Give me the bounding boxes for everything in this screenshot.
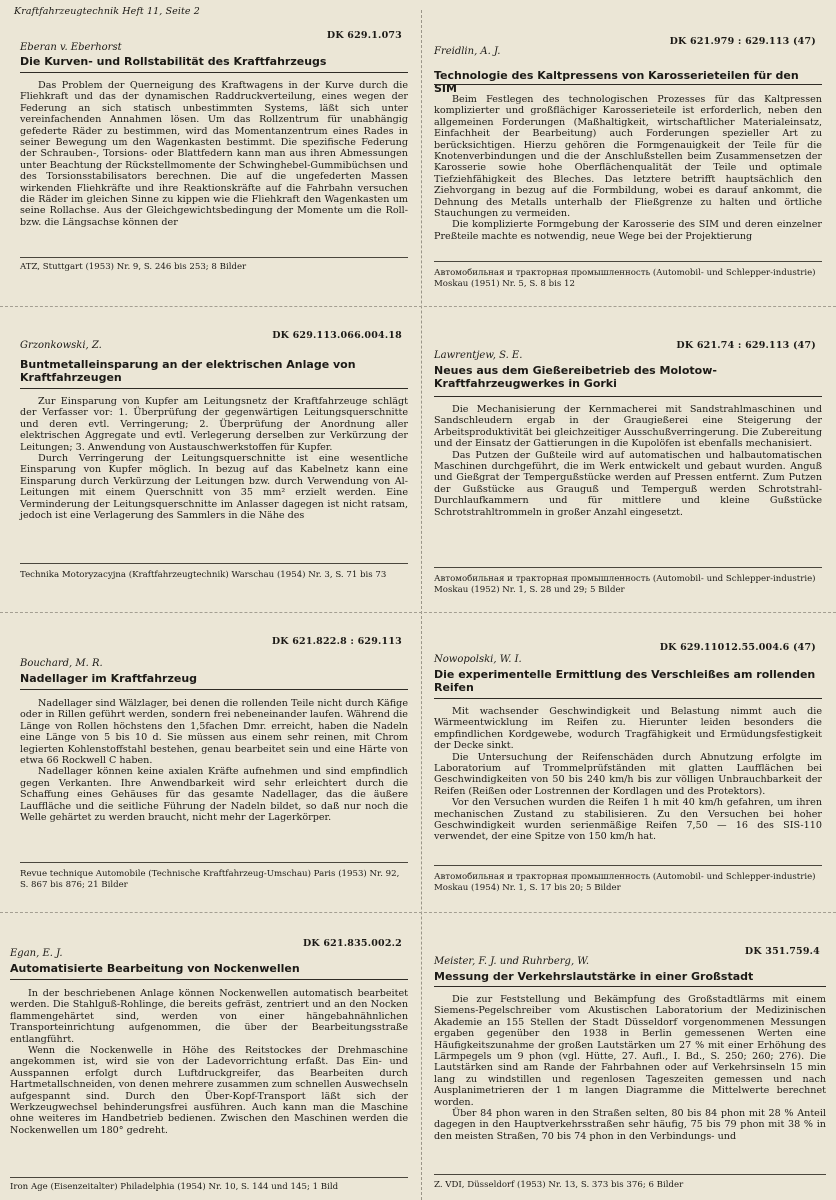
column-divider [421, 10, 423, 1200]
source-rule [434, 865, 822, 866]
row-divider [0, 306, 836, 307]
title-rule [434, 986, 826, 987]
abstract-body [20, 396, 408, 521]
dk-number: DK 351.759.4 [744, 946, 820, 957]
dk-number: DK 629.11012.55.004.6 (47) [659, 642, 816, 653]
source-citation: Z. VDI, Düsseldorf (1953) Nr. 13, S. 373 bis 376; 6 Bilder [434, 1180, 684, 1190]
page-header: Kraftfahrzeugtechnik Heft 11, Seite 2 [14, 6, 200, 17]
abstract-body [434, 706, 822, 843]
source-rule [20, 257, 408, 258]
author: Meister, F. J. und Ruhrberg, W. [434, 956, 590, 967]
paragraph: Vor den Versuchen wurden die Reifen 1 h mit 40 km/h gefahren, um ihren mechanischen Zustand zu stabilisieren. Zu den Versuchen bei hoher Geschwindigkeit wurden serienmäßige Reifen 7,50 — 16 des SIS-110 verwendet, der eine Spitze von 150 km/h hat. [434, 797, 822, 843]
article-title: Technologie des Kaltpressens von Karosserieteilen für den SIM [434, 69, 799, 95]
source-citation: Revue technique Automobile (Technische Kraftfahrzeug-Umschau) Paris (1953) Nr. 92, S. 867 bis 876; 21 Bilder [20, 869, 400, 890]
title-rule [434, 84, 822, 85]
abstract-body [434, 404, 822, 518]
dk-number: DK 621.835.002.2 [302, 938, 402, 949]
paragraph: In der beschriebenen Anlage können Nockenwellen automatisch bearbeitet werden. Die Stahlguß-Rohlinge, die bereits gefräst, zentriert und an den Nocken flammengehärtet sind, werden von einer hängebahnähnlichen Transporteinrichtung aufgenommen, die über der Bearbeitungsstraße entlangführt. [10, 988, 408, 1045]
author: Nowopolski, W. I. [434, 654, 522, 665]
author: Freidlin, A. J. [434, 46, 501, 57]
abstract-body [20, 698, 408, 823]
source-rule [434, 1174, 826, 1175]
title-rule [10, 979, 408, 980]
dk-number: DK 629.113.066.004.18 [272, 330, 402, 341]
title-rule [20, 388, 408, 389]
source-rule [10, 1177, 408, 1178]
source-rule [434, 261, 822, 262]
abstract-body [10, 988, 408, 1136]
source-citation: Автомобильная и тракторная промышленность (Automobil- und Schlepper-industrie) Moskau (1954) Nr. 1, S. 17 bis 20; 5 Bilder [434, 872, 816, 893]
author: Lawrentjew, S. E. [434, 350, 523, 361]
abstract-body [434, 94, 822, 242]
article-title: Automatisierte Bearbeitung von Nockenwellen [10, 962, 300, 975]
abstract-card [428, 946, 832, 1200]
dk-number: DK 629.1.073 [326, 30, 402, 41]
abstract-card [428, 340, 828, 610]
source-citation: Technika Motoryzacyjna (Kraftfahrzeugtechnik) Warschau (1954) Nr. 3, S. 71 bis 73 [20, 570, 387, 580]
paragraph: Wenn die Nockenwelle in Höhe des Reitstockes der Drehmaschine angekommen ist, wird sie von der Ladevorrichtung erfaßt. Das Ein- und Ausspannen erfolgt durch Luftdruckgreifer, das Bearbeiten durch Hartmetallschneiden, von denen mehrere zusammen zum schnellen Auswechseln aufgespannt sind. Durch den Über-Kopf-Transport läßt sich der Werkzeugwechsel behinderungsfrei ausführen. Auch kann man die Maschine ohne weiteres im Handbetrieb bedienen. Zwischen den Maschinen werden die Nockenwellen um 180° gedreht. [10, 1045, 408, 1136]
paragraph: Über 84 phon waren in den Straßen selten, 80 bis 84 phon mit 28 % Anteil dagegen in den Hauptverkehrsstraßen sehr häufig, 75 bis 79 phon mit 38 % in den meisten Straßen, 70 bis 74 phon in den Verbindungs- und [434, 1108, 826, 1142]
paragraph: Die zur Feststellung und Bekämpfung des Großstadtlärms mit einem Siemens-Pegelschreiber vom Akustischen Laboratorium der Medizinischen Akademie an 155 Stellen der Stadt Düsseldorf vorgenommenen Messungen ergaben gegenüber den 1938 in Berlin gemessenen Werten eine Häufigkeitszunahme der großen Lautstärken um 27 % mit einer Erhöhung des Lärmpegels um 9 phon (vgl. Hütte, 27. Aufl., I. Bd., S. 250; 260; 276). Die Lautstärken sind am Rande der Fahrbahnen oder auf Verkehrsinseln 15 min lang zu windstillen und regenlosen Tageszeiten gemessen und nach Ausplanimetrieren der 1 m langen Diagramme die Mittelwerte berechnet worden. [434, 994, 826, 1108]
author: Grzonkowski, Z. [20, 340, 102, 351]
source-citation: Автомобильная и тракторная промышленность (Automobil- und Schlepper-industrie) Moskau (1952) Nr. 1, S. 28 und 29; 5 Bilder [434, 574, 816, 595]
article-title: Nadellager im Kraftfahrzeug [20, 672, 198, 685]
paragraph: Nadellager sind Wälzlager, bei denen die rollenden Teile nicht durch Käfige oder in Rillen geführt werden, sondern frei nebeneinander laufen. Während die Länge von Rollen höchstens den 1,5fachen Dmr. erreicht, haben die Nadeln eine Länge von 5 bis 10 d. Sie müssen aus einem sehr reinen, mit Chrom legierten Kohlenstoffstahl bestehen, genau bearbeitet sein und eine Härte von etwa 66 Rockwell C haben. [20, 698, 408, 767]
abstract-card [14, 330, 414, 610]
title-rule [434, 396, 822, 397]
author: Eberan v. Eberhorst [20, 42, 122, 53]
article-title: Die Kurven- und Rollstabilität des Kraftfahrzeugs [20, 55, 327, 68]
source-citation: Iron Age (Eisenzeitalter) Philadelphia (1954) Nr. 10, S. 144 und 145; 1 Bild [10, 1182, 339, 1192]
dk-number: DK 621.74 : 629.113 (47) [676, 340, 816, 351]
paragraph: Mit wachsender Geschwindigkeit und Belastung nimmt auch die Wärmeentwicklung im Reifen zu. Hierunter leiden besonders die empfindlichen Kordgewebe, wodurch Tragfähigkeit und Ermüdungsfestigkeit der Decke sinkt. [434, 706, 822, 752]
title-rule [20, 72, 408, 73]
paragraph: Das Putzen der Gußteile wird auf automatischen und halbautomatischen Maschinen durchgeführt, die im Werk entwickelt und gebaut wurden. Anguß und Gießgrat der Tempergußstücke werden auf Pressen entfernt. Zum Putzen der Gußstücke aus Grauguß und Temperguß werden Schrotstrahl-Durchlaufkammern und für mittlere und kleine Gußstücke Schrotstrahltrommeln in großer Anzahl eingesetzt. [434, 449, 822, 518]
paragraph: Nadellager können keine axialen Kräfte aufnehmen und sind empfindlich gegen Verkanten. Ihre Anwendbarkeit wird sehr erleichtert durch die Schaffung eines Gehäuses für das gesamte Nadellager, das die äußere Lauffläche und die seitliche Führung der Nadeln bildet, so daß nur noch die Welle gehärtet zu werden braucht, nicht mehr der Lagerkörper. [20, 766, 408, 824]
abstract-card [428, 36, 828, 304]
source-rule [20, 563, 408, 564]
row-divider [0, 912, 836, 913]
dk-number: DK 621.822.8 : 629.113 [271, 636, 402, 647]
source-citation: ATZ, Stuttgart (1953) Nr. 9, S. 246 bis 253; 8 Bilder [20, 262, 247, 272]
source-rule [20, 862, 408, 863]
paragraph: Beim Festlegen des technologischen Prozesses für das Kaltpressen komplizierter und großflächiger Karosserieteile ist erforderlich, neben den allgemeinen Forderungen (Maßhaltigkeit, wirtschaftlicher Materialeinsatz, Einfachheit der Bearbeitung) auch Forderungen spezieller Art zu berücksichtigen. Hierzu gehören die Formgenauigkeit der Teile für die Knotenverbindungen und die der Anschlußstellen beim Zusammensetzen der Karosserie sowie hohe Oberflächenqualität der Teile und optimale Tiefziehfähigkeit des Bleches. Das letztere betrifft hauptsächlich den Ziehvorgang in bezug auf die Formbildung, wobei es darauf ankommt, die Dehnung des Metalls unterhalb der Fließgrenze zu halten und örtliche Stauchungen zu vermeiden. [434, 94, 822, 220]
abstract-card [14, 636, 414, 908]
dk-number: DK 621.979 : 629.113 (47) [669, 36, 816, 47]
row-divider [0, 612, 836, 613]
paragraph: Zur Einsparung von Kupfer am Leitungsnetz der Kraftfahrzeuge schlägt der Verfasser vor: 1. Überprüfung der gegenwärtigen Leitungsquerschnitte und deren evtl. Verringerung; 2. Überprüfung der Anordnung aller elektrischen Aggregate und evtl. Verlegerung derselben zur Verkürzung der Leitungen; 3. Anwendung von Austauschwerkstoffen für Kupfer. [20, 396, 408, 453]
abstract-body [20, 80, 408, 228]
source-citation: Автомобильная и тракторная промышленность (Automobil- und Schlepper-industrie) Moskau (1951) Nr. 5, S. 8 bis 12 [434, 268, 816, 289]
paragraph: Die Untersuchung der Reifenschäden durch Abnutzung erfolgte im Laboratorium auf Trommelprüfständen mit glatten Laufflächen bei Geschwindigkeiten von 50 bis 240 km/h bis zur völligen Unbrauchbarkeit der Reifen (Reißen oder Lostrennen der Kordlagen und des Protektors). [434, 751, 822, 797]
abstract-card [14, 30, 414, 304]
abstract-card [428, 642, 828, 908]
abstract-body [434, 994, 826, 1142]
paragraph: Die Mechanisierung der Kernmacherei mit Sandstrahlmaschinen und Sandschleudern ergab in der Graugießerei eine Steigerung der Arbeitsproduktivität bei gleichzeitiger Ausschußverringerung. Die Zubereitung und der Einsatz der Gattierungen in die Kupolöfen ist ebenfalls mechanisiert. [434, 404, 822, 450]
author: Bouchard, M. R. [20, 658, 103, 669]
article-title: Die experimentelle Ermittlung des Verschleißes am rollenden Reifen [434, 668, 816, 694]
paragraph: Die komplizierte Formgebung der Karosserie des SIM und deren einzelner Preßteile machte es notwendig, neue Wege bei der Projektierung [434, 219, 822, 242]
title-rule [20, 689, 408, 690]
title-rule [434, 698, 822, 699]
article-title: Buntmetalleinsparung an der elektrischen Anlage von Kraftfahrzeugen [20, 358, 356, 384]
abstract-card [4, 938, 414, 1200]
article-title: Messung der Verkehrslautstärke in einer Großstadt [434, 970, 754, 983]
author: Egan, E. J. [10, 948, 63, 959]
paragraph: Durch Verringerung der Leitungsquerschnitte ist eine wesentliche Einsparung von Kupfer möglich. In bezug auf das Kabelnetz kann eine Einsparung durch Verkürzung der Leitungen bzw. durch Verwendung von Al-Leitungen mit einem Querschnitt von 35 mm² erzielt werden. Eine Verminderung der Leitungsquerschnitte im Anlasser dagegen ist nicht ratsam, jedoch ist eine Verlagerung des Sammlers in die Nähe des [20, 453, 408, 522]
paragraph: Das Problem der Querneigung des Kraftwagens in der Kurve durch die Fliehkraft und das der dynamischen Raddruckverteilung, eines wegen der Federung an sich statisch unbestimmten Systems, läßt sich unter vereinfachenden Annahmen lösen. Um das Rollzentrum für unabhängig gefederte Räder zu bestimmen, wird das Momentanzentrum eines Rades in seiner Bewegung um den Wagenkasten bestimmt. Die spezifische Federung der Schrauben-, Torsions- oder Blattfedern kann man aus ihren Abmessungen unter Beachtung der Rückstellmomente der Schwinghebel-Gummibüchsen und des Torsionsstabilisators berechnen. Die auf die ungefederten Massen wirkenden Fliehkräfte und ihre Reaktionskräfte auf die Fahrbahn versuchen die Räder im gleichen Sinne zu kippen wie die Fliehkraft den Wagenkasten um seine Rollachse. Aus der Gleichgewichtsbedingung der Momente um die Roll- bzw. die Längsachse können der [20, 80, 408, 228]
source-rule [434, 567, 822, 568]
article-title: Neues aus dem Gießereibetrieb des Molotow-Kraftfahrzeugwerkes in Gorki [434, 364, 717, 390]
